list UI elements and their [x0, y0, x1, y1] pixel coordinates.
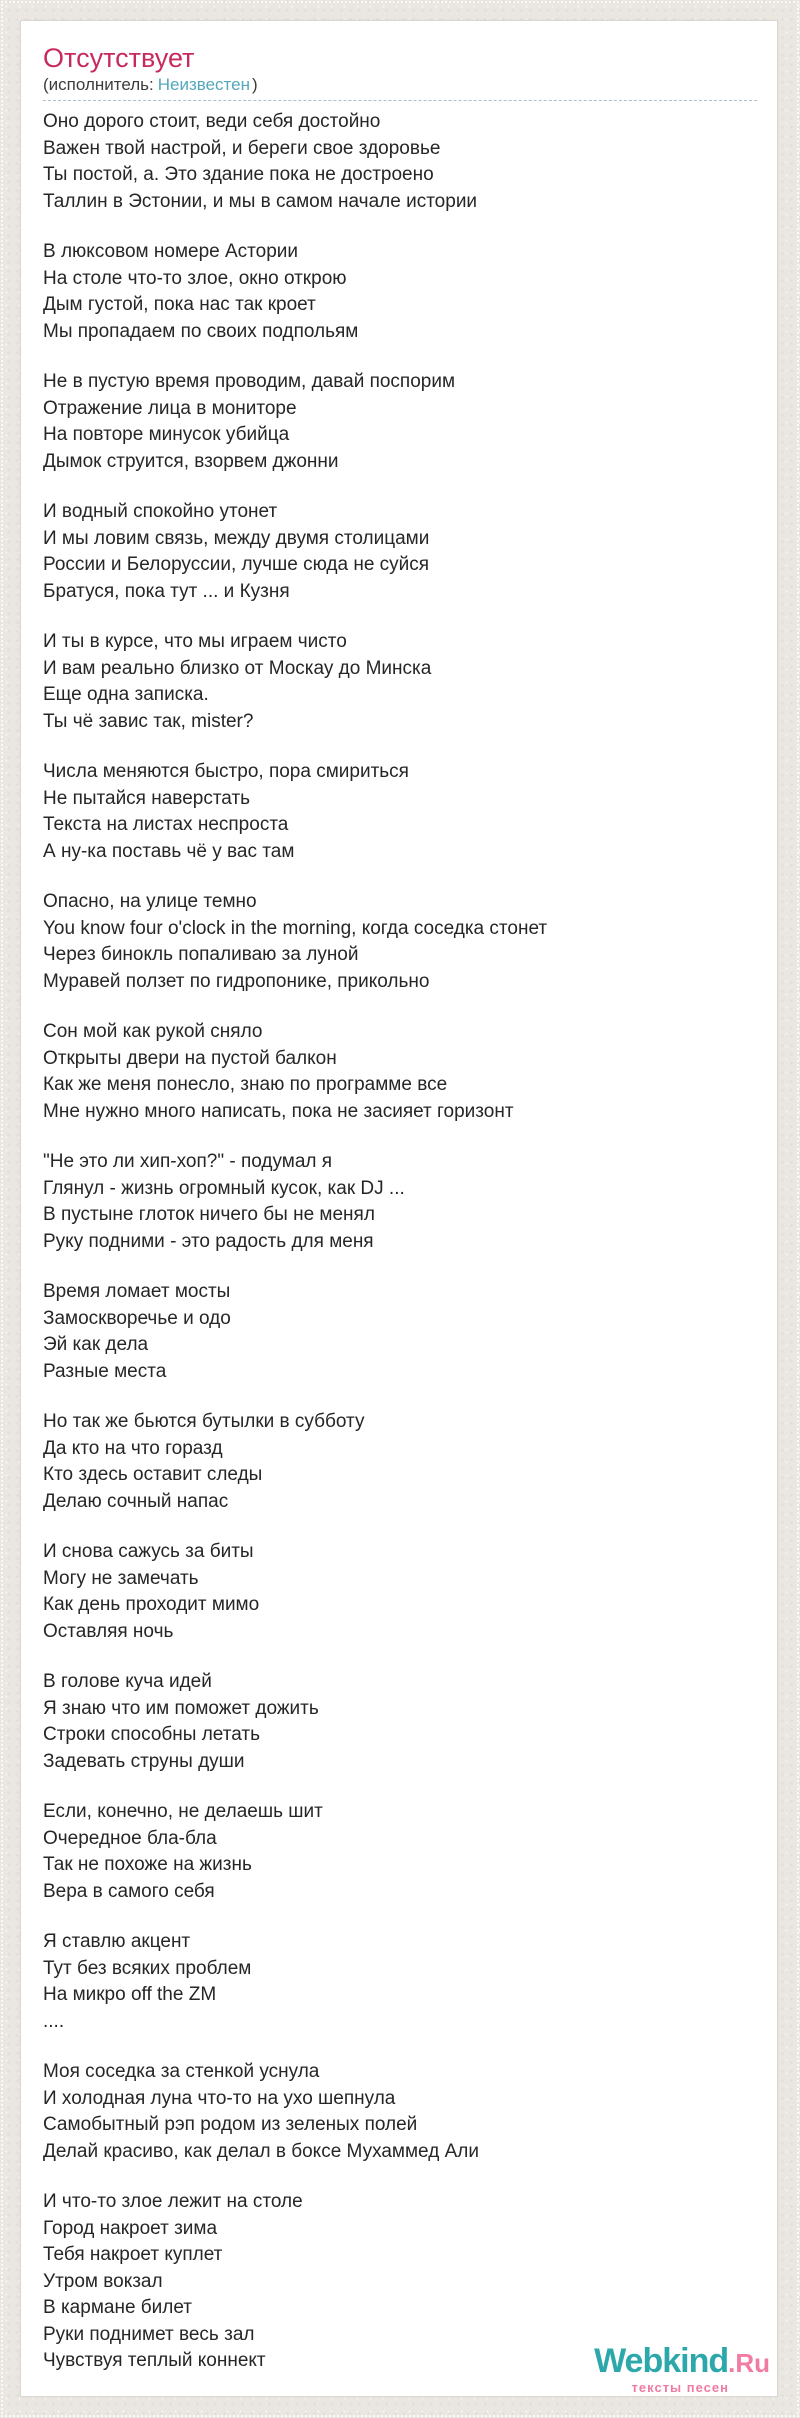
lyric-line: В люксовом номере Астории: [43, 241, 299, 262]
stanza: [43, 759, 757, 865]
lyric-line: Через бинокль попаливаю за луной: [43, 944, 359, 965]
stanza: [43, 239, 757, 345]
lyric-line: Строки способны летать: [43, 1724, 260, 1745]
webkind-logo[interactable]: [594, 2343, 770, 2394]
lyric-line: Дымок струится, взорвем джонни: [43, 450, 339, 472]
lyric-line: Задевать струны души: [43, 1750, 245, 1772]
lyric-line: Дым густой, пока нас так кроет: [43, 294, 316, 315]
stanza: [43, 109, 757, 215]
logo-tagline: тексты песен: [631, 2380, 729, 2395]
lyrics: [43, 109, 757, 2375]
lyric-line: Таллин в Эстонии, и мы в самом начале истории: [43, 190, 478, 212]
lyric-line: Да кто на что горазд: [43, 1437, 223, 1459]
lyric-line: Муравей ползет по гидропонике, прикольно: [43, 970, 430, 992]
lyric-line: И холодная луна что-то на ухо шепнула: [43, 2087, 396, 2109]
lyric-line: Ты чё завис так, mister?: [43, 710, 254, 732]
lyric-line: Не пытайся наверстать: [43, 787, 251, 809]
stanza: [43, 1019, 757, 1125]
stanza: [43, 499, 757, 605]
artist-prefix: (исполнитель:: [43, 75, 154, 94]
lyric-line: Мы пропадаем по своих подпольям: [43, 320, 359, 342]
lyric-line: Разные места: [43, 1360, 167, 1382]
lyric-line: Моя соседка за стенкой уснула: [43, 2061, 320, 2082]
lyric-line: Если, конечно, не делаешь шит: [43, 1801, 323, 1822]
lyric-line: В голове куча идей: [43, 1671, 212, 1692]
stanza: [43, 2059, 757, 2165]
lyric-line: Делаю сочный напас: [43, 1490, 229, 1512]
lyric-line: Важен твой настрой, и береги свое здоровье: [43, 137, 441, 159]
stanza: [43, 1539, 757, 1645]
dashed-divider: [43, 100, 757, 101]
lyric-line: Самобытный рэп родом из зеленых полей: [43, 2114, 418, 2135]
lyric-line: И что-то злое лежит на столе: [43, 2191, 303, 2212]
lyric-line: Руки поднимет весь зал: [43, 2323, 255, 2345]
artist-suffix: ): [252, 75, 258, 94]
lyric-line: Могу не замечать: [43, 1567, 199, 1589]
lyric-line: Мне нужно много написать, пока не засияет горизонт: [43, 1100, 514, 1122]
lyric-line: "Не это ли хип-хоп?" - подумал я: [43, 1151, 333, 1172]
stanza: [43, 1149, 757, 1255]
stanza: [43, 629, 757, 735]
logo-webkind-text: Webkind: [594, 2342, 729, 2380]
lyric-line: И ты в курсе, что мы играем чисто: [43, 631, 347, 652]
lyric-line: Делай красиво, как делал в боксе Мухаммед Али: [43, 2140, 479, 2162]
lyric-line: Вера в самого себя: [43, 1880, 215, 1902]
lyric-line: Так не похоже на жизнь: [43, 1854, 252, 1875]
stanza: [43, 1669, 757, 1775]
lyric-line: Тебя накроет куплет: [43, 2244, 223, 2265]
lyric-line: Сон мой как рукой сняло: [43, 1021, 263, 1042]
artist-link[interactable]: Неизвестен: [157, 75, 250, 94]
lyric-line: Но так же бьются бутылки в субботу: [43, 1411, 365, 1432]
lyric-line: Я ставлю акцент: [43, 1931, 191, 1952]
lyric-line: ....: [43, 2010, 65, 2032]
stanza: [43, 1799, 757, 1905]
lyric-line: Не в пустую время проводим, давай поспорим: [43, 371, 456, 392]
lyric-line: Текста на листах неспроста: [43, 814, 289, 835]
lyric-line: И снова сажусь за биты: [43, 1541, 254, 1562]
lyric-line: Кто здесь оставит следы: [43, 1464, 263, 1485]
lyric-line: И вам реально близко от Москау до Минска: [43, 657, 432, 679]
lyric-line: Братуся, пока тут ... и Кузня: [43, 580, 290, 602]
lyric-line: В пустыне глоток ничего бы не менял: [43, 1204, 375, 1225]
lyric-line: Утром вокзал: [43, 2270, 163, 2292]
lyric-line: Глянул - жизнь огромный кусок, как DJ ...: [43, 1177, 405, 1199]
lyric-line: Время ломает мосты: [43, 1281, 231, 1302]
stanza: [43, 1279, 757, 1385]
logo-ru-text: .Ru: [728, 2348, 770, 2378]
lyric-line: В кармане билет: [43, 2297, 193, 2318]
stanza: [43, 369, 757, 475]
lyric-line: Очередное бла-бла: [43, 1827, 217, 1849]
lyric-line: На микро off the ZM: [43, 1984, 217, 2005]
song-title: Отсутствует: [43, 43, 195, 73]
lyric-line: На столе что-то злое, окно открою: [43, 267, 347, 289]
lyric-line: Руку подними - это радость для меня: [43, 1230, 374, 1252]
lyric-line: Еще одна записка.: [43, 684, 209, 705]
lyric-line: Я знаю что им поможет дожить: [43, 1697, 319, 1719]
lyric-line: Тут без всяких проблем: [43, 1957, 252, 1979]
lyric-line: И водный спокойно утонет: [43, 501, 278, 522]
lyric-line: Как же меня понесло, знаю по программе все: [43, 1074, 448, 1095]
lyric-line: Оставляя ночь: [43, 1620, 174, 1642]
lyric-line: Опасно, на улице темно: [43, 891, 257, 912]
artist-line: [43, 75, 757, 95]
lyric-line: Числа меняются быстро, пора смириться: [43, 761, 409, 782]
lyric-line: Ты постой, а. Это здание пока не достроено: [43, 164, 434, 185]
lyric-line: России и Белоруссии, лучше сюда не суйся: [43, 554, 430, 575]
lyric-line: Открыты двери на пустой балкон: [43, 1047, 337, 1069]
lyric-line: На повторе минусок убийца: [43, 424, 290, 445]
lyrics-card: [20, 20, 778, 2397]
lyric-line: И мы ловим связь, между двумя столицами: [43, 527, 430, 549]
lyric-line: Отражение лица в мониторе: [43, 397, 297, 419]
stanza: [43, 1409, 757, 1515]
lyric-line: You know four o'clock in the morning, когда соседка стонет: [43, 917, 548, 939]
lyric-line: А ну-ка поставь чё у вас там: [43, 840, 295, 862]
stanza: [43, 889, 757, 995]
stanza: [43, 1929, 757, 2035]
lyric-line: Эй как дела: [43, 1334, 149, 1355]
lyric-line: Как день проходит мимо: [43, 1594, 260, 1615]
lyric-line: Оно дорого стоит, веди себя достойно: [43, 111, 381, 132]
lyric-line: Замоскворечье и одо: [43, 1307, 231, 1329]
lyric-line: Город накроет зима: [43, 2217, 218, 2239]
lyric-line: Чувствуя теплый коннект: [43, 2350, 266, 2371]
